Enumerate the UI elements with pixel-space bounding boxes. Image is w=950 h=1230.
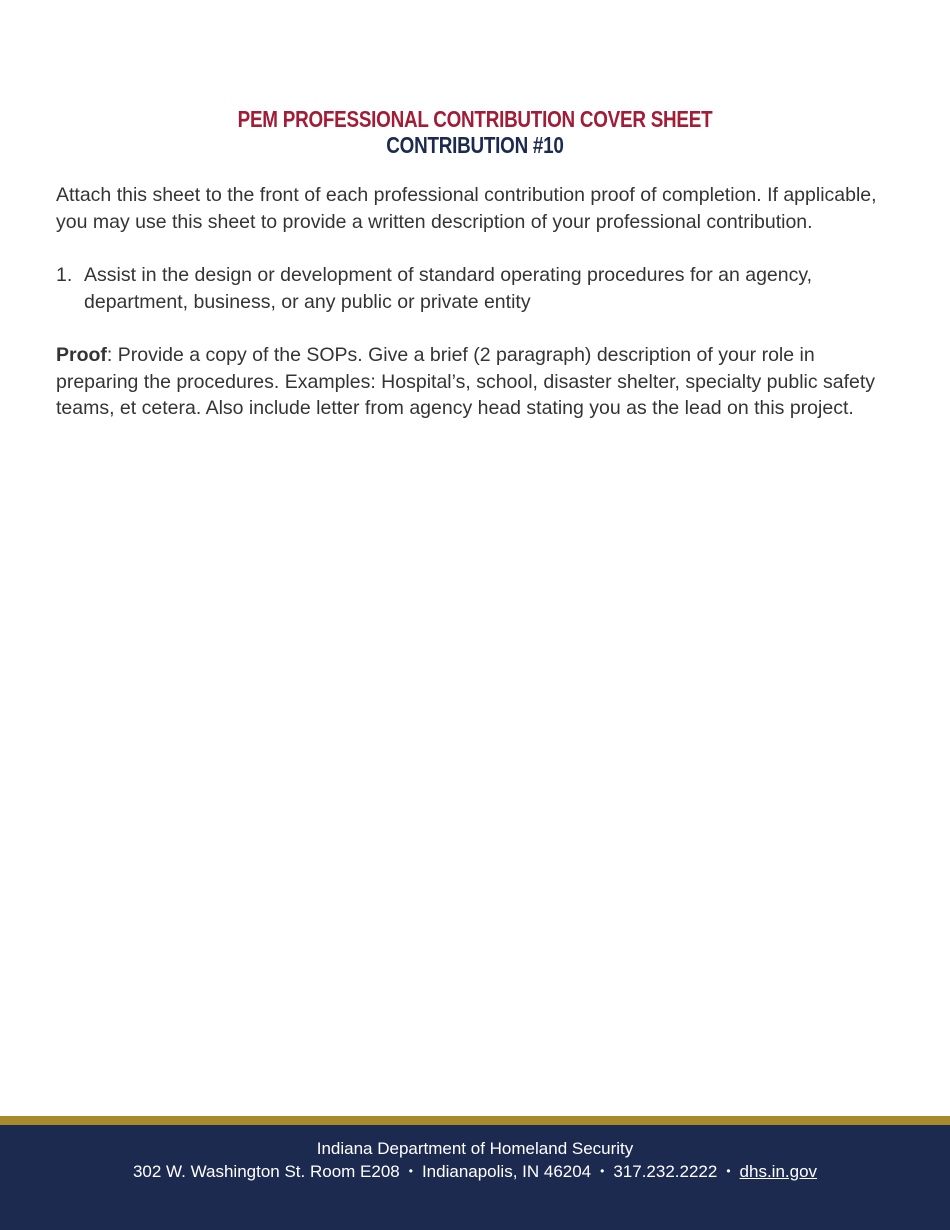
intro-paragraph: Attach this sheet to the front of each professional contribution proof of completion. If applicable, you may use this sheet to provide a written description of your professional contribution. (56, 184, 877, 233)
proof-text: : Provide a copy of the SOPs. Give a brief (2 paragraph) description of your role in preparing the procedures. Examples: Hospital’s, school, disaster shelter, specialty public safety teams, et cetera. Also include letter from agency head stating you as the lead on this project. (56, 344, 876, 419)
footer-address: 302 W. Washington St. Room E208 (132, 1162, 400, 1181)
footer-accent-bar (0, 1116, 950, 1125)
proof-label: Proof (56, 344, 107, 366)
footer-contact-line (0, 1161, 950, 1182)
footer-separator: • (600, 1164, 605, 1178)
footer (0, 1125, 950, 1230)
document-title: PEM PROFESSIONAL CONTRIBUTION COVER SHEET (237, 106, 713, 132)
document-header (0, 106, 950, 157)
footer-organization: Indiana Department of Homeland Security (316, 1139, 634, 1158)
contribution-number: CONTRIBUTION #10 (386, 132, 564, 158)
footer-city: Indianapolis, IN 46204 (421, 1162, 592, 1181)
footer-website-link[interactable]: dhs.in.gov (739, 1162, 818, 1181)
footer-separator: • (408, 1164, 413, 1178)
proof-paragraph (56, 342, 898, 422)
list-item-text: Assist in the design or development of standard operating procedures for an agency, department, business, or any public or private entity (84, 264, 813, 313)
list-item (56, 262, 898, 315)
footer-separator: • (726, 1164, 731, 1178)
list-item-number: 1. (56, 264, 73, 286)
footer-phone: 317.232.2222 (613, 1162, 718, 1181)
document-body (56, 182, 898, 422)
